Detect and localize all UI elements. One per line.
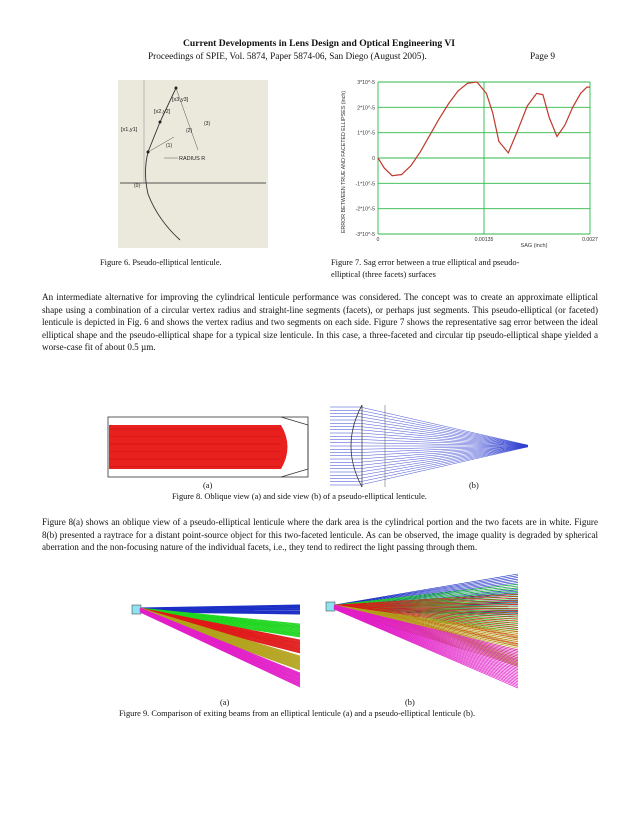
label-n1: (1): [166, 143, 173, 149]
x-tick-label: 0.00135: [474, 237, 494, 243]
paragraph-1: An intermediate alternative for improving the cylindrical lenticule performance was considered. The concept was to create an approximate elliptical shape using a combination of a circular vertex radius and straight-line segments (facets), or perhaps just segments. This pseudo-elliptical (or faceted) lenticule is depicted in Fig. 6 and shows the vertex radius and two segments on each side. Figure 7 shows the representative sag error between the ideal elliptical shape and the pseudo-elliptical shape for a typical size lenticule. In this case, a three-faceted and circular tip pseudo-elliptical shape yielded a worse-case fit of about 0.5 µm.: [42, 292, 598, 353]
lenticule-icon: [132, 605, 141, 614]
figure-7-caption-line-1: Figure 7. Sag error between a true elliptical and pseudo-: [331, 258, 520, 267]
label-n0: (0): [134, 183, 141, 189]
x-axis-label: SAG (inch): [520, 243, 548, 248]
proceedings-line: Proceedings of SPIE, Vol. 5874, Paper 5874-06, San Diego (August 2005).: [148, 52, 427, 62]
page-number: Page 9: [530, 52, 556, 62]
y-tick-label: 1*10^-5: [357, 130, 375, 137]
label-radius: RADIUS R: [179, 156, 206, 162]
label-p3: [x3,y3]: [172, 97, 189, 103]
y-tick-label: 3*10^-5: [357, 80, 375, 86]
paragraph-2: Figure 8(a) shows an oblique view of a pseudo-elliptical lenticule where the dark area is the cylindrical portion and the two facets are in white. Figure 8(b) presented a raytrace for a distant point-source object for this two-faceted lenticule. As can be observed, the image quality is degraded by spherical aberration and the non-focusing nature of the individual facets, i.e., they tend to redirect the light passing through them.: [42, 517, 598, 553]
label-p1: [x1,y1]: [121, 127, 138, 133]
figure-9-label-a: (a): [220, 698, 230, 707]
x-tick-label: 0: [376, 237, 380, 243]
label-n3: (3): [204, 121, 211, 127]
figure-7-caption-line-2: elliptical (three facets) surfaces: [331, 270, 436, 279]
x-axis-ticks: [377, 237, 598, 243]
y-tick-label: 0: [372, 156, 375, 162]
raytrace-rays: [330, 407, 528, 485]
figure-8b-raytrace: [330, 403, 530, 489]
figure-6-background: [118, 80, 268, 248]
figure-6-diagram: [118, 80, 268, 248]
y-tick-label: 2*10^-5: [357, 105, 375, 112]
figure-6-caption: Figure 6. Pseudo-elliptical lenticule.: [100, 258, 222, 267]
figure-9a-beams: [130, 590, 302, 690]
figure-9b-beams: [320, 572, 520, 690]
figure-8-label-b: (b): [469, 481, 479, 490]
point-3: [175, 87, 178, 90]
y-axis-ticks: [356, 80, 376, 238]
figure-8-label-a: (a): [203, 481, 213, 490]
figure-8a-oblique-view: [106, 405, 326, 487]
y-tick-label: -1*10^-5: [355, 181, 375, 188]
figure-9-label-b: (b): [405, 698, 415, 707]
lenticule-icon: [326, 602, 335, 611]
running-header-title: Current Developments in Lens Design and Optical Engineering VI: [182, 38, 456, 49]
chart-grid: [378, 82, 590, 234]
x-tick-label: 0.0027: [582, 237, 598, 243]
point-1: [147, 151, 150, 154]
label-p2: [x2,y2]: [154, 109, 171, 115]
figure-7-chart: [336, 76, 598, 248]
label-n2: (2): [186, 128, 193, 134]
cylindrical-portion: [109, 425, 281, 469]
y-axis-label: ERROR BETWEEN TRUE AND FACETED ELLIPSES (inch): [341, 90, 347, 234]
figure-8-caption: Figure 8. Oblique view (a) and side view (b) of a pseudo-elliptical lenticule.: [172, 492, 427, 501]
figure-9-caption: Figure 9. Comparison of exiting beams from an elliptical lenticule (a) and a pseudo-elliptical lenticule (b).: [119, 709, 476, 718]
y-tick-label: -2*10^-5: [355, 206, 375, 213]
y-tick-label: -3*10^-5: [355, 232, 375, 238]
point-2: [159, 121, 162, 124]
